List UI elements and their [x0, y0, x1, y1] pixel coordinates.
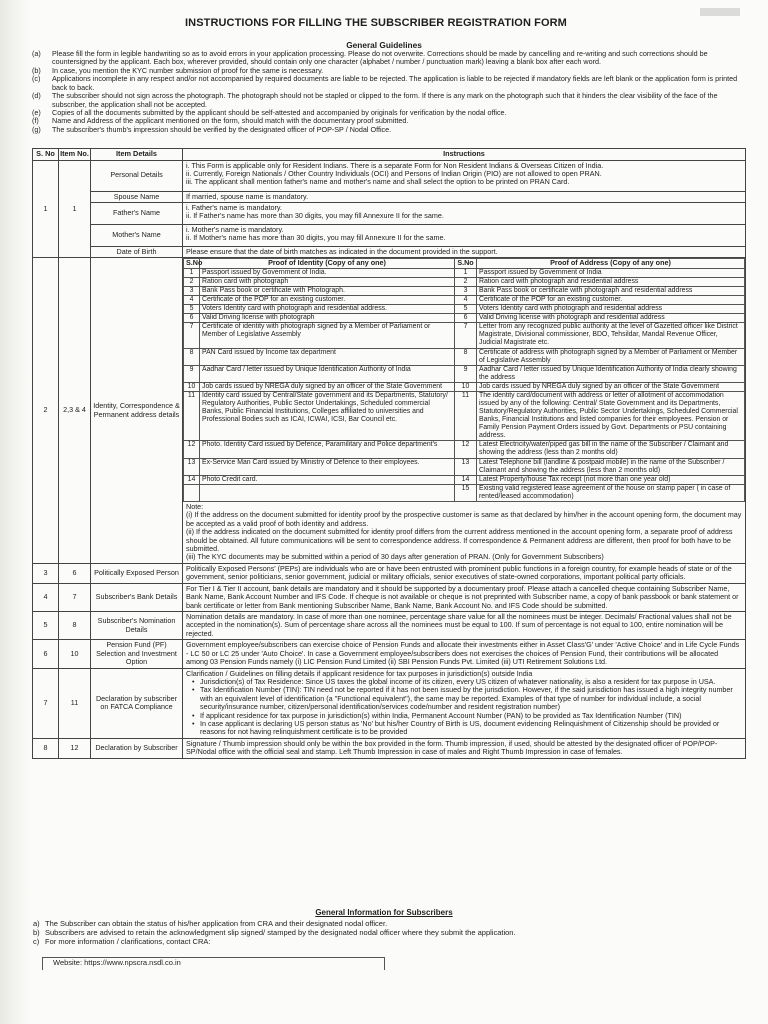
info-item: a) The Subscriber can obtain the status of his/her application from CRA and their designated nodal officer. [33, 919, 388, 928]
table-row [33, 611, 746, 639]
proof-identity-text [200, 484, 455, 501]
proof-address-sno: 8 [455, 348, 477, 365]
header-item-details: Item Details [91, 149, 183, 161]
proof-row [184, 296, 745, 305]
proof-row [184, 314, 745, 323]
proof-address-text: Certificate of the POP for an existing customer. [477, 296, 745, 305]
info-item: c) For more information / clarifications, contact CRA: [33, 936, 211, 946]
bank-details-instructions: For Tier I & Tier II account, bank details are mandatory and it should be supported by a documentary proof. Please attach a cancelled cheque containing Subscriber Name, Bank Name, Bank Account Number and IFS Code. If cheque is not available or cheque is not preprinted with Subscriber name, a copy of bank passbook or bank statement or bank certificate or letter from Bank mentioning Subscriber Name, Bank Name, Bank Account No. and IFS Code should be submitted. [183, 583, 746, 611]
table-row [33, 738, 746, 758]
proof-notes [183, 502, 745, 563]
identity-address-label: Identity, Correspondence & Permanent address details [91, 258, 183, 563]
proof-address-sno: 13 [455, 458, 477, 475]
general-guidelines-list [32, 50, 744, 134]
header-sno: S. No [33, 149, 59, 161]
declaration-label: Declaration by Subscriber [91, 738, 183, 758]
note-label: Note: [186, 501, 204, 511]
proof-address-text: Aadhar Card / letter issued by Unique Identification Authority of India clearly showing the address [477, 365, 745, 382]
note-item: (iii) The KYC documents may be submitted within a period of 30 days after generation of PRAN. (Only for Government Subscribers) [186, 552, 604, 562]
proof-identity-text: Bank Pass book or certificate with Photograph. [200, 286, 455, 295]
table-row [33, 160, 746, 191]
proof-address-sno: 9 [455, 365, 477, 382]
proof-identity-text: Identity card issued by Central/State government and its Departments, Statutory/ Regulatory Authorities, Public Sector Undertakings, Scheduled commercial Banks, Public Financial Institutions, Colleges affiliated to universities and Professional Bodies such as ICAI, ICWAI, ICSI, Bar Council etc. [200, 391, 455, 440]
row-sno: 8 [33, 738, 59, 758]
proof-address-sno: 15 [455, 484, 477, 501]
proof-address-text: Latest Telephone bill (landline & postpaid mobile) in the name of the Subscriber / Claimant and showing the address (less than 2 months old) [477, 458, 745, 475]
proof-address-text: Voters Identity card with photograph and residential address [477, 305, 745, 314]
proof-address-sno: 4 [455, 296, 477, 305]
proof-identity-sno: 3 [184, 286, 200, 295]
proof-identity-sno: 13 [184, 458, 200, 475]
proof-address-text: Latest Electricity/water/piped gas bill in the name of the Subscriber / Claimant and showing the address (less than 2 months old) [477, 441, 745, 458]
header-item-no: Item No. [59, 149, 91, 161]
spouse-name-label: Spouse Name [91, 191, 183, 202]
pension-fund-label: Pension Fund (PF) Selection and Investment Option [91, 640, 183, 668]
row-item-no: 1 [59, 160, 91, 258]
fathers-name-label: Father's Name [91, 202, 183, 224]
row-sno: 7 [33, 668, 59, 738]
pep-label: Politically Exposed Person [91, 563, 183, 583]
proof-identity-text: PAN Card issued by Income tax department [200, 348, 455, 365]
proof-identity-sno: 9 [184, 365, 200, 382]
proof-identity-text: Valid Driving license with photograph [200, 314, 455, 323]
table-row [33, 640, 746, 668]
mothers-name-label: Mother's Name [91, 224, 183, 246]
proof-row [184, 348, 745, 365]
proof-address-sno: 7 [455, 323, 477, 348]
proof-address-sno: 3 [455, 286, 477, 295]
fatca-label: Declaration by subscriber on FATCA Compliance [91, 668, 183, 738]
proof-identity-text: Photo Credit card. [200, 475, 455, 484]
proof-address-sno: 11 [455, 391, 477, 440]
proof-address-text: Bank Pass book or certificate with photograph and residential address [477, 286, 745, 295]
row-item-no: 10 [59, 640, 91, 668]
proof-address-sno: 5 [455, 305, 477, 314]
guideline-item: (f) Name and Address of the applicant mentioned on the form, should match with the documentary proof submitted. [32, 116, 409, 126]
row-sno: 1 [33, 160, 59, 258]
row-item-no: 2,3 & 4 [59, 258, 91, 563]
bank-details-label: Subscriber's Bank Details [91, 583, 183, 611]
proof-row [184, 458, 745, 475]
table-row [33, 191, 746, 202]
proof-identity-sno: 8 [184, 348, 200, 365]
row-sno: 5 [33, 611, 59, 639]
cra-website-box: Website: https://www.npscra.nsdl.co.in [42, 957, 385, 970]
document-title: INSTRUCTIONS FOR FILLING THE SUBSCRIBER REGISTRATION FORM [185, 17, 567, 29]
proof-row [184, 484, 745, 501]
proof-table-header: S.No Proof of Identity (Copy of any one) S.No Proof of Address (Copy of any one) [184, 259, 745, 268]
mothers-name-instructions: i. Mother's name is mandatory. ii. If Mother's name has more than 30 digits, you may fill Annexure II for the same. [183, 224, 746, 246]
proof-address-text: Latest Property/house Tax receipt (not more than one year old) [477, 475, 745, 484]
proof-row [184, 382, 745, 391]
guideline-item: (d) The subscriber should not sign across the photograph. The photograph should not be stapled or clipped to the form. If there is any mark on the photograph such that it hinders the clear visibility of the face of the subscriber, the application shall not be accepted. [32, 91, 718, 109]
proof-address-text: Ration card with photograph and residential address [477, 277, 745, 286]
table-row [33, 246, 746, 257]
proof-address-text: Passport issued by Government of India [477, 268, 745, 277]
identity-address-instructions [183, 258, 746, 563]
proof-identity-text: Certificate of the POP for an existing customer. [200, 296, 455, 305]
proof-identity-sno: 10 [184, 382, 200, 391]
pep-instructions: Politically Exposed Persons' (PEPs) are individuals who are or have been entrusted with prominent public functions in a foreign country, for example heads of state or of the government, senior politicians, senior government, judicial or military officials, senior executives of state-owned corporations, important political party officials. [183, 563, 746, 583]
row-sno: 3 [33, 563, 59, 583]
table-row [33, 668, 746, 738]
spouse-name-instructions: If married, spouse name is mandatory. [183, 191, 746, 202]
proof-identity-text: Photo. Identity Card issued by Defence, Paramilitary and Police department's [200, 441, 455, 458]
paper-fold-shadow [0, 0, 30, 1024]
fathers-name-instructions: i. Father's name is mandatory. ii. If Father's name has more than 30 digits, you may fill Annexure II for the same. [183, 202, 746, 224]
nomination-label: Subscriber's Nomination Details [91, 611, 183, 639]
proof-row [184, 305, 745, 314]
note-item: (ii) If the address indicated on the document submitted for identity proof differs from the current address mentioned in the account opening form, a separate proof of address should be obtained. All future communications will be sent to correspondence address. If correspondence & Permanent address are different, then proof for both have to be submitted. [186, 527, 733, 554]
proof-identity-sno: 14 [184, 475, 200, 484]
personal-details-instructions: i. This Form is applicable only for Resident Indians. There is a separate Form for Non Resident Indians & Overseas Citizen of India. ii. Currently, Foreign Nationals / Other Country Individuals (OCI) and Persons of Indian Origin (PIO) are not allowed to open PRAN. iii. The applicant shall mention father's name and mother's name and shall select the option to be printed on PRAN Card. [183, 160, 746, 191]
proof-row [184, 323, 745, 348]
info-item: b) Subscribers are advised to retain the acknowledgment slip signed/ stamped by the designated nodal officer where they submit the application. [33, 927, 516, 937]
proof-row [184, 277, 745, 286]
date-of-birth-instructions: Please ensure that the date of birth matches as indicated in the document provided in the support. [183, 246, 746, 257]
table-header-row [33, 149, 746, 161]
proof-row [184, 391, 745, 440]
proof-address-sno: 10 [455, 382, 477, 391]
proof-identity-text: Passport issued by Government of India. [200, 268, 455, 277]
proof-row [184, 286, 745, 295]
row-item-no: 12 [59, 738, 91, 758]
proof-address-sno: 14 [455, 475, 477, 484]
proof-identity-text: Voters Identity card with photograph and residential address. [200, 305, 455, 314]
table-row [33, 583, 746, 611]
proof-address-sno: 2 [455, 277, 477, 286]
guideline-item: (g) The subscriber's thumb's impression should be verified by the designated officer of POP-SP / Nodal Office. [32, 124, 392, 134]
pension-fund-instructions: Government employee/subscribers can exercise choice of Pension Funds and allocate their investments either in Asset Class'G' under 'Active Choice' and in Life Cycle Funds - LC 50 or LC 25 under 'Auto Choice'. In case a Government employee/subscribers does not exercises the choices of Pension Fund, their contributions will be allocated among 03 Pension Funds namely (i) LIC Pension Fund Limited (ii) SBI Pension Funds Pvt. Limited (iii) UTI Retirement Solutions Ltd. [183, 640, 746, 668]
proof-address-text: Valid Driving license with photograph and residential address [477, 314, 745, 323]
proof-address-sno: 6 [455, 314, 477, 323]
guideline-item: (e) Copies of all the documents submitted by the applicant should be self-attested and accompanied by originals for verification by the nodal office. [32, 107, 507, 117]
guideline-item: (b) In case, you mention the KYC number submission of proof for the same is necessary. [32, 65, 324, 75]
proof-identity-text: Ration card with photograph [200, 277, 455, 286]
proof-identity-sno: 5 [184, 305, 200, 314]
proof-identity-sno: 7 [184, 323, 200, 348]
general-information-heading: General Information for Subscribers [315, 908, 453, 917]
row-item-no: 7 [59, 583, 91, 611]
row-item-no: 6 [59, 563, 91, 583]
header-instructions: Instructions [183, 149, 746, 161]
proof-address-text: Existing valid registered lease agreement of the house on stamp paper ( in case of rented/leased accommodation) [477, 484, 745, 501]
guideline-item: (a) Please fill the form in legible handwriting so as to avoid errors in your application processing. Please do not overwrite. Corrections should be made by cancelling and re-writing and such corrections should be countersigned by the applicant. Each box, wherever provided, should contain only one character (alphabet / number / punctuation mark) leaving a blank box after each word. [32, 49, 708, 67]
general-guidelines-heading: General Guidelines [346, 40, 422, 50]
proof-identity-sno: 4 [184, 296, 200, 305]
proof-identity-sno: 12 [184, 441, 200, 458]
proof-row [184, 268, 745, 277]
table-row [33, 224, 746, 246]
proof-row [184, 475, 745, 484]
guideline-item: (c) Applications incomplete in any respect and/or not accompanied by required documents are liable to be rejected. The application is liable to be rejected if mandatory fields are left blank or the application form is printed back to back. [32, 74, 738, 92]
nomination-instructions: Nomination details are mandatory. In case of more than one nominee, percentage share value for all the nominees must be integer. Decimals/ Fractional values shall not be accepted in the nomination(s). Sum of percentage share across all the nominees must be equal to 100. If sum of percentage is not equal to 100, entire nomination will be rejected. [183, 611, 746, 639]
proof-identity-sno: 1 [184, 268, 200, 277]
fatca-instructions: Clarification / Guidelines on filling details if applicant residence for tax purposes in jurisdiction(s) outside India • Jurisdiction(s) of Tax Residence: Since US taxes the global income of its citizen, every US citizen of whatever nationality, is also a resident for tax purpose in USA. • Tax Identification Number (TIN): TIN need not be reported if it has not been issued by the jurisdiction. However, if the said jurisdiction has issued a high integrity number with an equivalent level of identification (a "Functional equivalent"), the same may be reported. Examples of that type of number for individual include, a social security/insurance number, citizen/personal identification/services code/number and resident registration number) • If applicant residence for tax purpose in jurisdiction(s) within India, Permanent Account Number (PAN) to be provided as Tax Identification Number (TIN) • In case applicant is declaring US person status as 'No' but his/her Country of Birth is US, document evidencing Relinquishment of Citizenship should be provided or reasons for not having relinquishment certificate is to be provided [183, 668, 746, 738]
proof-address-text: The identity card/document with address or letter of allotment of accommodation issued by any of the following: Central/ State Government and its Departments, Statutory/Regulatory Authorities, Public Sector Undertakings, Scheduled Commercial Banks, Financial Institutions and listed companies for their employees. Pension or Family Pension Payment Orders issued by Govt. Departments or PSU containing address. [477, 391, 745, 440]
declaration-instructions: Signature / Thumb impression should only be within the box provided in the form. Thumb impression, if used, should be attested by the designated officer of POP/POP-SP/Nodal office with the official seal and stamp. Left Thumb Impression in case of males and Right Thumb Impression in case of females. [183, 738, 746, 758]
proof-address-text: Job cards issued by NREGA duly signed by an officer of the State Government [477, 382, 745, 391]
instructions-table [32, 148, 746, 759]
proof-identity-text: Job cards issued by NREGA duly signed by an officer of the State Government [200, 382, 455, 391]
row-sno: 6 [33, 640, 59, 668]
proof-address-text: Certificate of address with photograph signed by a Member of Parliament or Member of Legislative Assembly [477, 348, 745, 365]
proof-row [184, 365, 745, 382]
proof-identity-text: Certificate of identity with photograph signed by a Member of Parliament or Member of Legislative Assembly [200, 323, 455, 348]
torn-corner-mark [700, 8, 740, 16]
table-row [33, 202, 746, 224]
general-information-list [33, 920, 733, 946]
proof-identity-sno: 2 [184, 277, 200, 286]
personal-details-label: Personal Details [91, 160, 183, 191]
proof-identity-text: Ex-Service Man Card issued by Ministry of Defence to their employees. [200, 458, 455, 475]
note-item: (i) If the address on the document submitted for identity proof by the prospective customer is same as that declared by him/her in the account opening form, the document may be accepted as a valid proof of both identity and address. [186, 510, 742, 528]
proof-identity-sno [184, 484, 200, 501]
proof-address-sno: 12 [455, 441, 477, 458]
proof-table [183, 258, 745, 502]
proof-address-sno: 1 [455, 268, 477, 277]
proof-address-text: Letter from any recognized public authority at the level of Gazetted officer like District Magistrate, Divisional commissioner, BDO, Tehsildar, Mandal Revenue Officer, Judicial Magistrate etc. [477, 323, 745, 348]
row-sno: 4 [33, 583, 59, 611]
row-item-no: 8 [59, 611, 91, 639]
date-of-birth-label: Date of Birth [91, 246, 183, 257]
proof-identity-sno: 6 [184, 314, 200, 323]
row-item-no: 11 [59, 668, 91, 738]
proof-identity-text: Aadhar Card / letter issued by Unique Identification Authority of India [200, 365, 455, 382]
proof-identity-sno: 11 [184, 391, 200, 440]
row-sno: 2 [33, 258, 59, 563]
table-row [33, 258, 746, 563]
table-row [33, 563, 746, 583]
proof-rows [184, 268, 745, 501]
proof-row [184, 441, 745, 458]
